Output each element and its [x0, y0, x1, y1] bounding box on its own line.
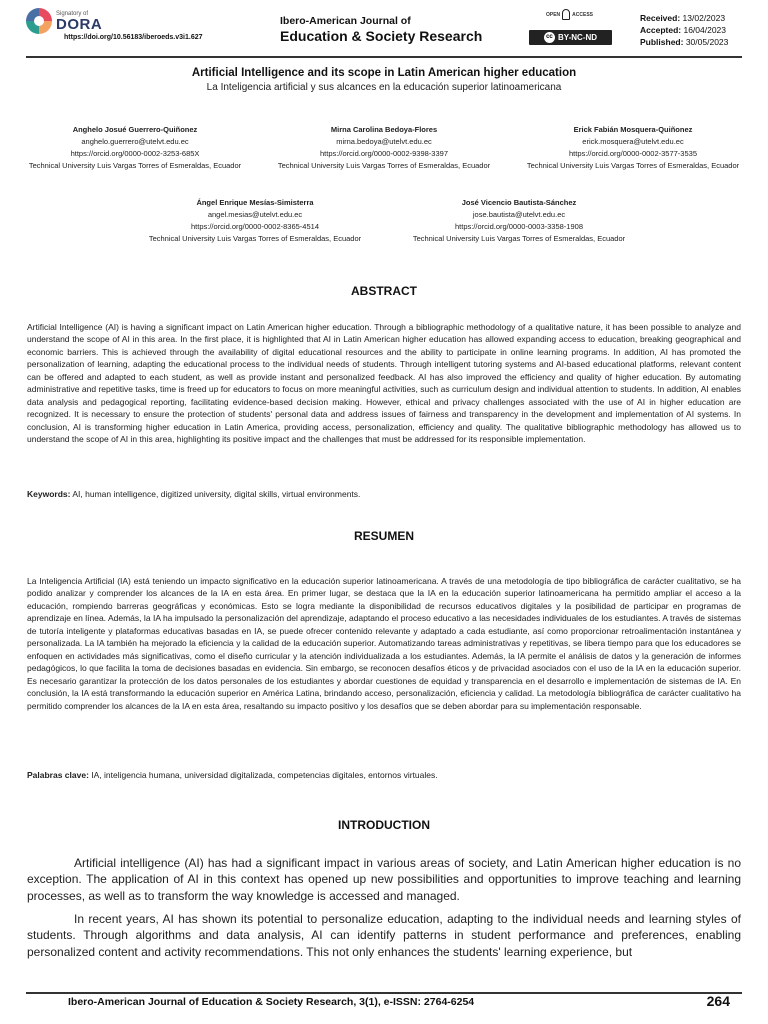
article-title: Artificial Intelligence and its scope in Latin American higher education — [191, 67, 577, 79]
author-block — [508, 124, 758, 172]
doi-link[interactable]: https://doi.org/10.56183/iberoeds.v3i1.627 — [64, 34, 203, 41]
author-affiliation: Technical University Luis Vargas Torres of Esmeraldas, Ecuador — [148, 234, 362, 243]
author-block — [10, 124, 260, 172]
author-name: Anghelo Josué Guerrero-Quiñonez — [72, 125, 198, 134]
introduction-heading: INTRODUCTION — [338, 818, 430, 832]
published-label: Published: — [640, 37, 684, 47]
author-name: Ángel Enrique Mesías-Simisterra — [196, 198, 314, 207]
author-orcid[interactable]: https://orcid.org/0000-0002-3577-3535 — [568, 149, 697, 158]
header-divider — [26, 56, 742, 58]
accepted-date: 16/04/2023 — [683, 25, 727, 35]
received-date: 13/02/2023 — [682, 13, 726, 23]
accepted-label: Accepted: — [640, 25, 682, 35]
page-number: 264 — [706, 993, 730, 1009]
journal-name-line1: Ibero-American Journal of — [280, 15, 411, 27]
open-lock-icon — [562, 9, 570, 20]
author-email[interactable]: erick.mosquera@utelvt.edu.ec — [582, 137, 684, 146]
keywords-label: Keywords: — [27, 489, 71, 499]
abstract-keywords — [27, 489, 741, 499]
author-email[interactable]: mirna.bedoya@utelvt.edu.ec — [336, 137, 432, 146]
publication-dates — [640, 12, 728, 48]
author-name: Mirna Carolina Bedoya-Flores — [330, 125, 438, 134]
footer-divider — [26, 992, 742, 994]
footer-citation: Ibero-American Journal of Education & Society Research, 3(1), e-ISSN: 2764-6254 — [68, 996, 475, 1008]
resumen-heading: RESUMEN — [353, 529, 414, 543]
author-email[interactable]: angel.mesias@utelvt.edu.ec — [207, 210, 303, 219]
author-affiliation: Technical University Luis Vargas Torres of Esmeraldas, Ecuador — [412, 234, 626, 243]
author-email[interactable]: anghelo.guerrero@utelvt.edu.ec — [81, 137, 189, 146]
author-name: Erick Fabián Mosquera-Quiñonez — [573, 125, 693, 134]
journal-logo — [276, 6, 483, 44]
author-block — [394, 197, 644, 245]
author-affiliation: Technical University Luis Vargas Torres of Esmeraldas, Ecuador — [526, 161, 740, 170]
journal-name-line2: Education & Society Research — [280, 28, 483, 44]
author-orcid[interactable]: https://orcid.org/0000-0003-3358-1908 — [454, 222, 583, 231]
intro-paragraph: In recent years, AI has shown its potential to personalize education, adapting to the individual needs and learning styles of students. Through algorithms and data analysis, AI can identify patterns in student performance and preferences, enabling personalized content and activity recommendations. This not only enhances the students' learning experience, but — [27, 912, 741, 959]
dora-signatory-label: Signatory of — [56, 10, 89, 17]
author-orcid[interactable]: https://orcid.org/0000-0002-9398-3397 — [319, 149, 448, 158]
open-access-badge — [546, 9, 593, 20]
dora-logo — [26, 8, 102, 34]
license-label: BY-NC-ND — [557, 33, 598, 42]
open-access-left-label: OPEN — [546, 11, 561, 18]
received-label: Received: — [640, 13, 681, 23]
open-access-right-label: ACCESS — [572, 11, 594, 18]
author-orcid[interactable]: https://orcid.org/0000-0002-8365-4514 — [190, 222, 319, 231]
palabras-clave-value: IA, inteligencia humana, universidad digitalizada, competencias digitales, entornos virtuales. — [91, 770, 438, 780]
dora-logo-icon — [26, 8, 52, 34]
author-block — [130, 197, 380, 245]
intro-paragraph: Artificial intelligence (AI) has had a significant impact in various areas of society, and Latin American higher education is no exception. The application of AI in this context has opened up new possibilities and opportunities to improve teaching and learning processes, as well as to transform the way knowledge is accessed and managed. — [27, 856, 741, 903]
dora-name: DORA — [56, 15, 103, 33]
author-email[interactable]: jose.bautista@utelvt.edu.ec — [472, 210, 566, 219]
resumen-keywords — [27, 770, 741, 780]
palabras-clave-label: Palabras clave: — [27, 770, 89, 780]
author-affiliation: Technical University Luis Vargas Torres of Esmeraldas, Ecuador — [277, 161, 491, 170]
abstract-heading: ABSTRACT — [351, 284, 417, 298]
keywords-value: AI, human intelligence, digitized university, digital skills, virtual environments. — [72, 489, 361, 499]
author-block — [259, 124, 509, 172]
cc-icon: cc — [544, 32, 555, 43]
author-affiliation: Technical University Luis Vargas Torres of Esmeraldas, Ecuador — [28, 161, 242, 170]
license-badge[interactable] — [529, 30, 612, 45]
resumen-text: La Inteligencia Artificial (IA) está teniendo un impacto significativo en la educación superior latinoamericana. A través de una metodología de tipo bibliográfica de carácter cualitativo, se ha podido analizar y comprender los alcances de la IA en esta área. En primer lugar, se destaca que la IA en la educación superior latinoamericana ha permitido ampliar el acceso a la educación, rompiendo barreras geográficas y económicas. Esto se logra mediante la disponibilidad de recursos educativos digitales y la posibilidad de participar en programas de aprendizaje en línea. Además, la IA ha impulsado la personalización del aprendizaje, adaptando el proceso educativo a las necesidades individuales de los estudiantes. A través de sistemas de tutoría inteligente y plataformas educativas basadas en IA, se puede ofrecer contenido relevante y adaptado a cada estudiante, así como proporcionar retroalimentación instantánea y personalizada. La IA también ha mejorado la eficiencia y la calidad de la educación superior. Automatizando tareas administrativas y repetitivas, se libera tiempo para que los educadores se enfoquen en actividades más significativas, como el diseño curricular y la atención individualizada a los estudiantes. Además, la IA permite el análisis de datos y la generación de informes pedagógicos, lo que facilita la toma de decisiones basadas en evidencia. Sin embargo, se reconocen desafíos éticos y de privacidad asociados con el uso de la IA en la educación superior. Es necesario garantizar la protección de los datos personales de los estudiantes y abordar cuestiones de equidad y transparencia en el desarrollo e implementación de sistemas de IA. En conclusión, la IA está transformando la educación superior en América Latina, brindando acceso, personalización, eficiencia y calidad. La metodología bibliográfica de carácter cualitativo ha permitido comprender los alcances de la IA en esta área, resaltando su impacto positivo y los desafíos que se deben abordar para su implementación responsable. — [27, 576, 741, 711]
abstract-text: Artificial Intelligence (AI) is having a significant impact on Latin American higher education. Through a bibliographic methodology of a qualitative nature, it has been possible to analyze and understand the scope of AI in this area. In the first place, it is highlighted that AI in Latin American higher education has allowed expanding access to education, breaking geographical and economic barriers. This is achieved through the availability of digital educational resources and the ability to participate in online learning programs. In addition, AI has promoted the personalization of learning, adapting the educational process to the individual needs of students. Through intelligent tutoring systems and AI-based educational platforms, relevant content can be offered and adapted to each student, as well as provide instant and personalized feedback. AI has also improved the efficiency and quality of higher education. By automating administrative and repetitive tasks, time is freed up for educators to focus on more meaningful activities, such as curriculum design and individual attention to students. In addition, AI enables data analysis and pedagogical reporting, facilitating evidence-based decision making. However, ethical and privacy challenges associated with the use of AI in higher education are recognized. It is necessary to ensure the protection of students' personal data and address issues of fairness and transparency in the development and implementation of AI systems. In conclusion, AI is transforming higher education in Latin America, providing access, personalization, efficiency and quality. The qualitative bibliographic methodology has allowed us to understand the scope of AI in this area, highlighting its positive impact and the challenges that must be addressed for its responsible implementation. — [27, 322, 741, 445]
author-orcid[interactable]: https://orcid.org/0000-0002-3253-685X — [70, 149, 200, 158]
article-subtitle: La Inteligencia artificial y sus alcances en la educación superior latinoamericana — [206, 82, 562, 93]
page-header — [0, 0, 768, 58]
author-name: José Vicencio Bautista-Sánchez — [461, 198, 577, 207]
published-date: 30/05/2023 — [685, 37, 729, 47]
